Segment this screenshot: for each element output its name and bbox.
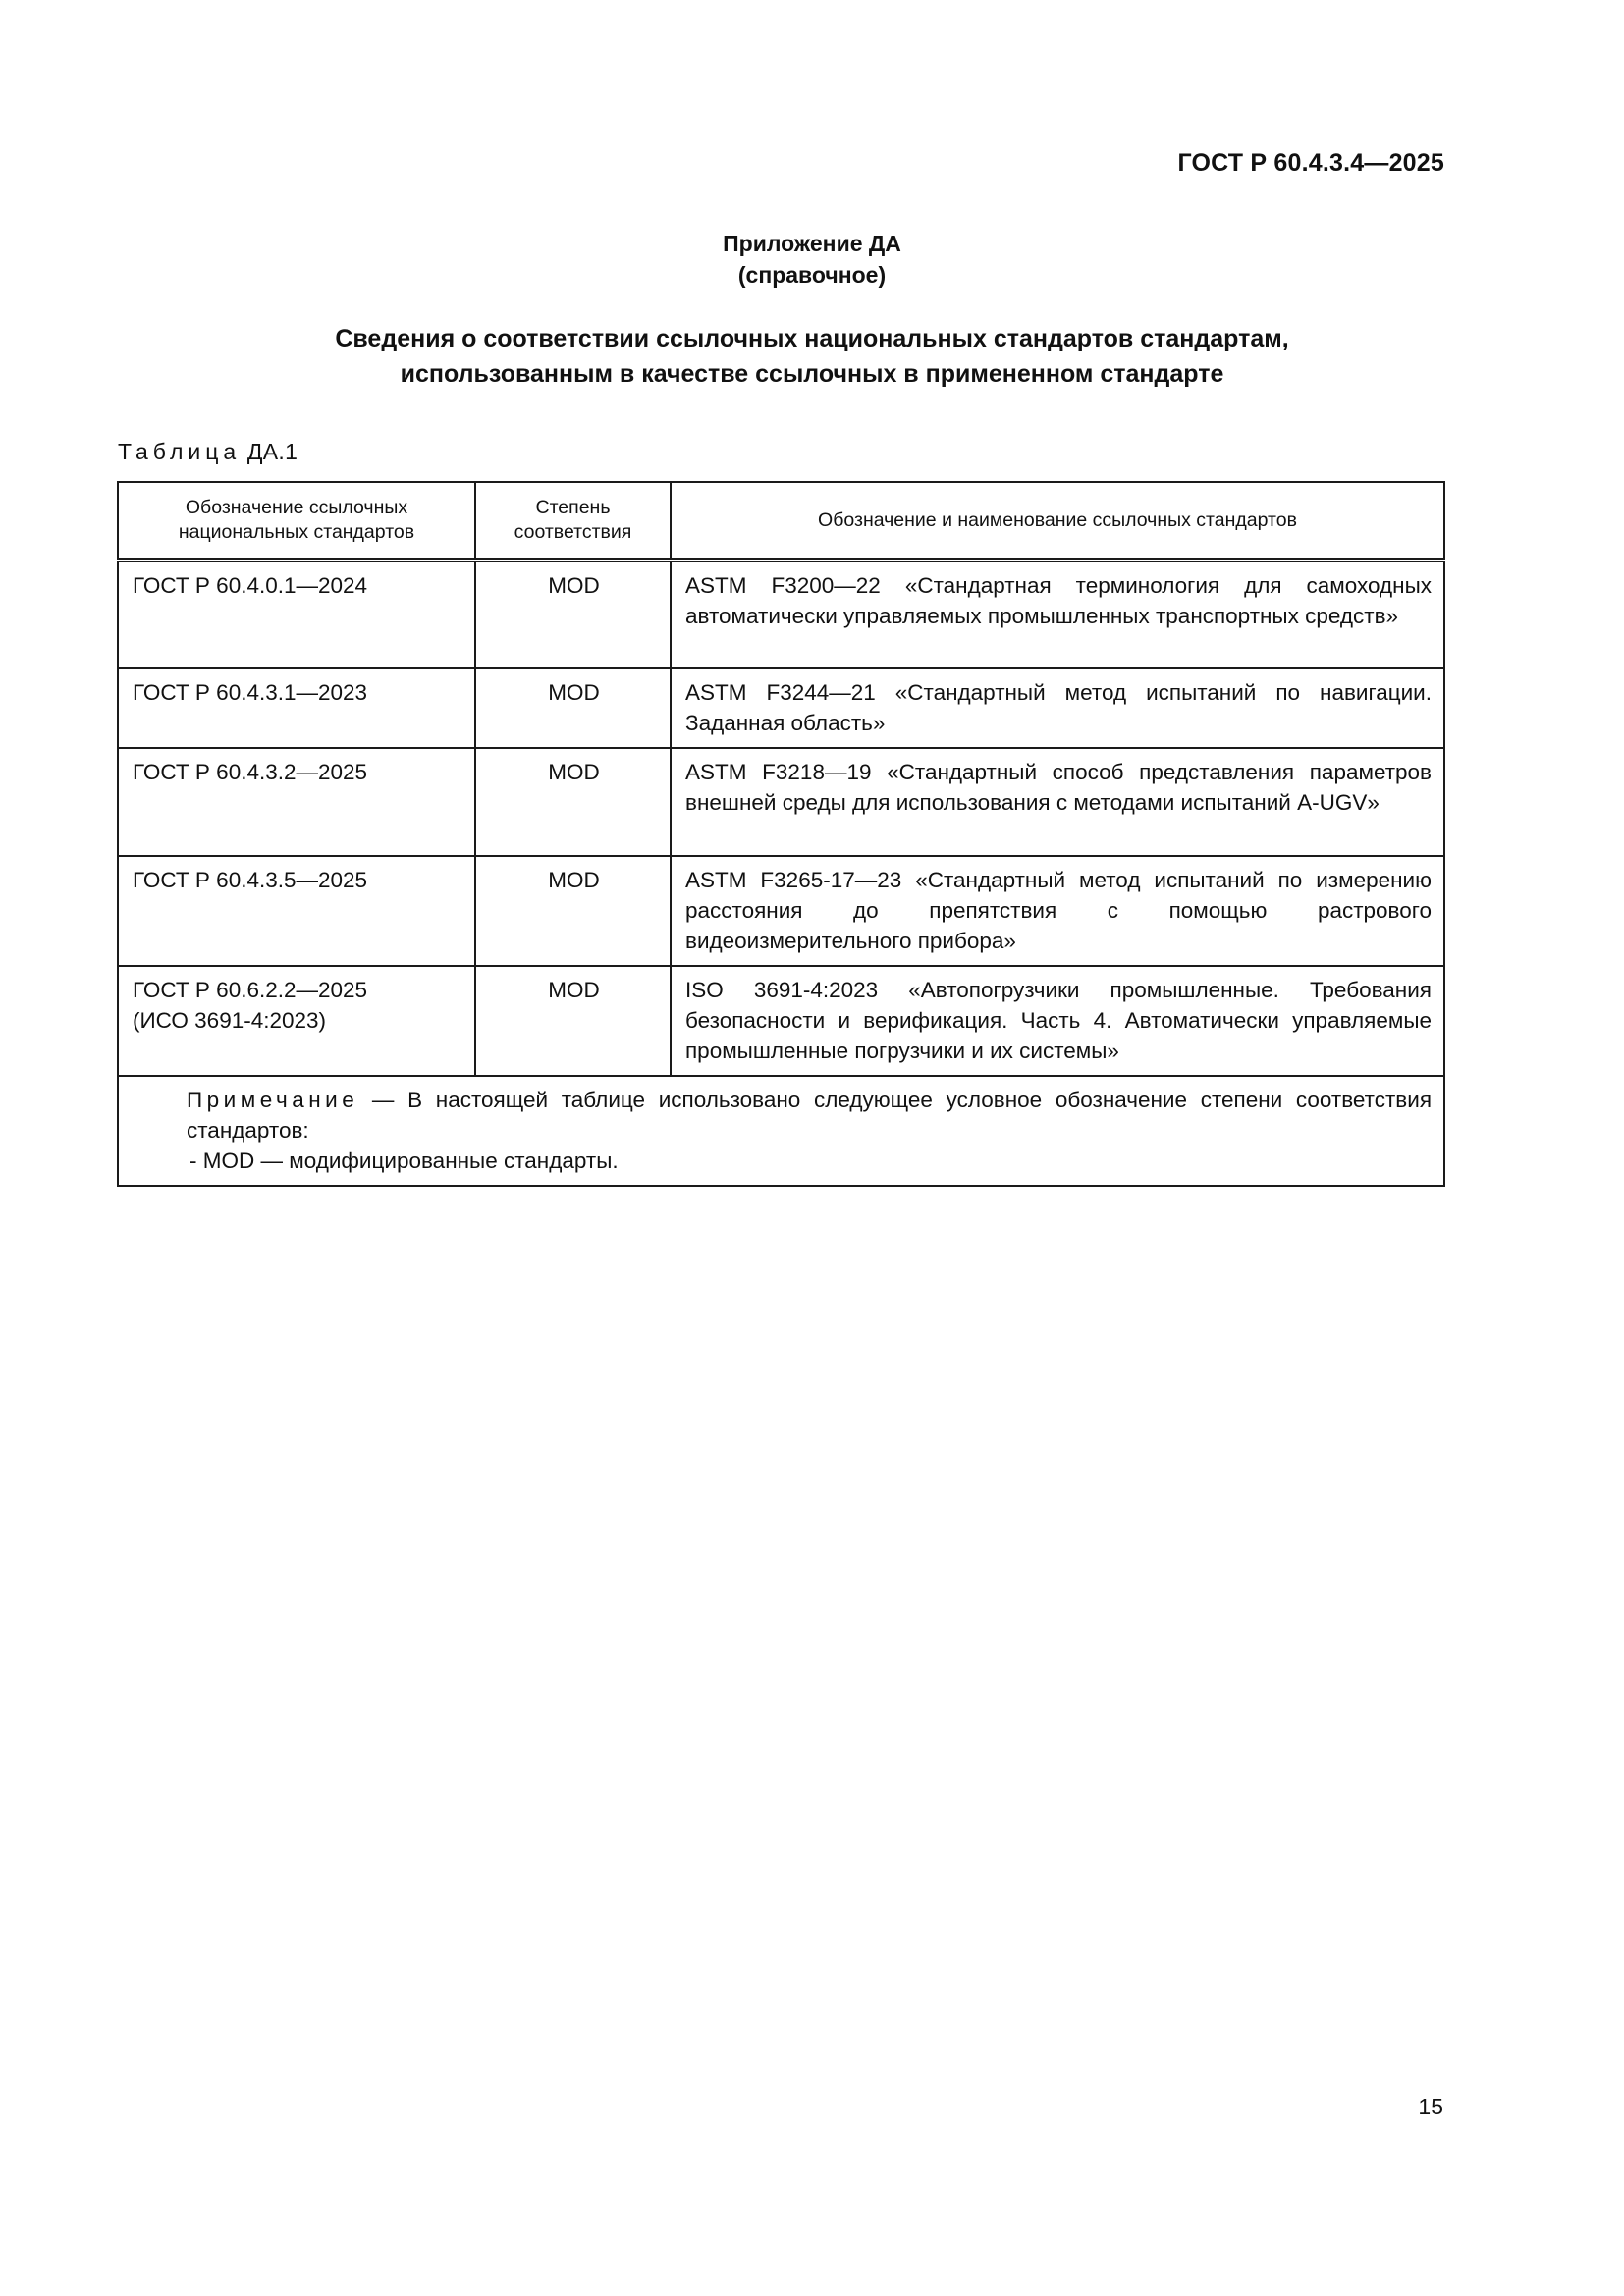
table-row (118, 748, 1444, 856)
national-standard-code: ГОСТ Р 60.4.0.1—2024 (133, 573, 368, 598)
table-caption-word: Таблица (118, 439, 242, 464)
table-caption (118, 439, 298, 465)
annex-heading (0, 321, 1624, 392)
national-standard-code: ГОСТ Р 60.4.3.2—2025 (133, 759, 368, 784)
annex-subtitle: (справочное) (737, 262, 887, 288)
table-row (118, 561, 1444, 668)
national-standard-code: ГОСТ Р 60.4.3.1—2023 (133, 679, 368, 705)
international-standard-cell: ASTM F3200—22 «Стандартная терминология для самоходных автоматически управляемых промышленных транспортных средств» (671, 561, 1444, 668)
degree-cell: MOD (475, 561, 671, 668)
table-note (118, 1076, 1444, 1186)
column-header-degree (475, 482, 671, 561)
national-standard-code: ГОСТ Р 60.6.2.2—2025 (133, 977, 368, 1002)
national-standard-cell (118, 748, 475, 856)
table-row (118, 668, 1444, 748)
international-standard-cell: ASTM F3265-17—23 «Стандартный метод испытаний по измерению расстояния до препятствия с помощью растрового видеоизмерительного прибора» (671, 856, 1444, 966)
table-caption-number: ДА.1 (246, 439, 298, 464)
column-header-international-line-1: Обозначение и наименование ссылочных стандартов (818, 508, 1297, 531)
table-header-row (118, 482, 1444, 561)
column-header-national (118, 482, 475, 561)
degree-cell: MOD (475, 668, 671, 748)
degree-cell: MOD (475, 856, 671, 966)
note-text: — В настоящей таблице использовано следующее условное обозначение степени соответствия стандартов: (187, 1087, 1432, 1143)
column-header-degree-line-2: соответствия (514, 521, 632, 543)
document-code: ГОСТ Р 60.4.3.4—2025 (1177, 149, 1444, 177)
table-note-row (118, 1076, 1444, 1186)
column-header-national-line-2: национальных стандартов (178, 521, 415, 543)
annex-heading-line-1: Сведения о соответствии ссылочных национальных стандартов стандартам, (335, 325, 1289, 352)
note-label: Примечание (187, 1087, 359, 1112)
page-number: 15 (1418, 2094, 1443, 2119)
column-header-national-line-1: Обозначение ссылочных (185, 497, 408, 518)
national-standard-iso-equivalent: (ИСО 3691-4:2023) (133, 1007, 327, 1033)
degree-cell: MOD (475, 966, 671, 1076)
international-standard-cell: ASTM F3244—21 «Стандартный метод испытаний по навигации. Заданная область» (671, 668, 1444, 748)
annex-title: Приложение ДА (723, 231, 901, 256)
standards-correspondence-table (117, 481, 1445, 1187)
national-standard-cell (118, 856, 475, 966)
international-standard-cell: ISO 3691-4:2023 «Автопогрузчики промышленные. Требования безопасности и верификация. Часть 4. Автоматически управляемые промышленные погрузчики и их системы» (671, 966, 1444, 1076)
note-paragraph (133, 1085, 1432, 1146)
degree-cell: MOD (475, 748, 671, 856)
national-standard-cell (118, 561, 475, 668)
column-header-degree-line-1: Степень (535, 497, 611, 518)
national-standard-cell (118, 966, 475, 1076)
annex-heading-line-2: использованным в качестве ссылочных в примененном стандарте (400, 360, 1224, 388)
table-row (118, 856, 1444, 966)
national-standard-code: ГОСТ Р 60.4.3.5—2025 (133, 867, 368, 892)
note-item: - MOD — модифицированные стандарты. (189, 1148, 619, 1173)
table-row (118, 966, 1444, 1076)
international-standard-cell: ASTM F3218—19 «Стандартный способ представления параметров внешней среды для использования с методами испытаний A-UGV» (671, 748, 1444, 856)
national-standard-cell (118, 668, 475, 748)
column-header-international (671, 482, 1444, 561)
annex-header (0, 228, 1624, 291)
